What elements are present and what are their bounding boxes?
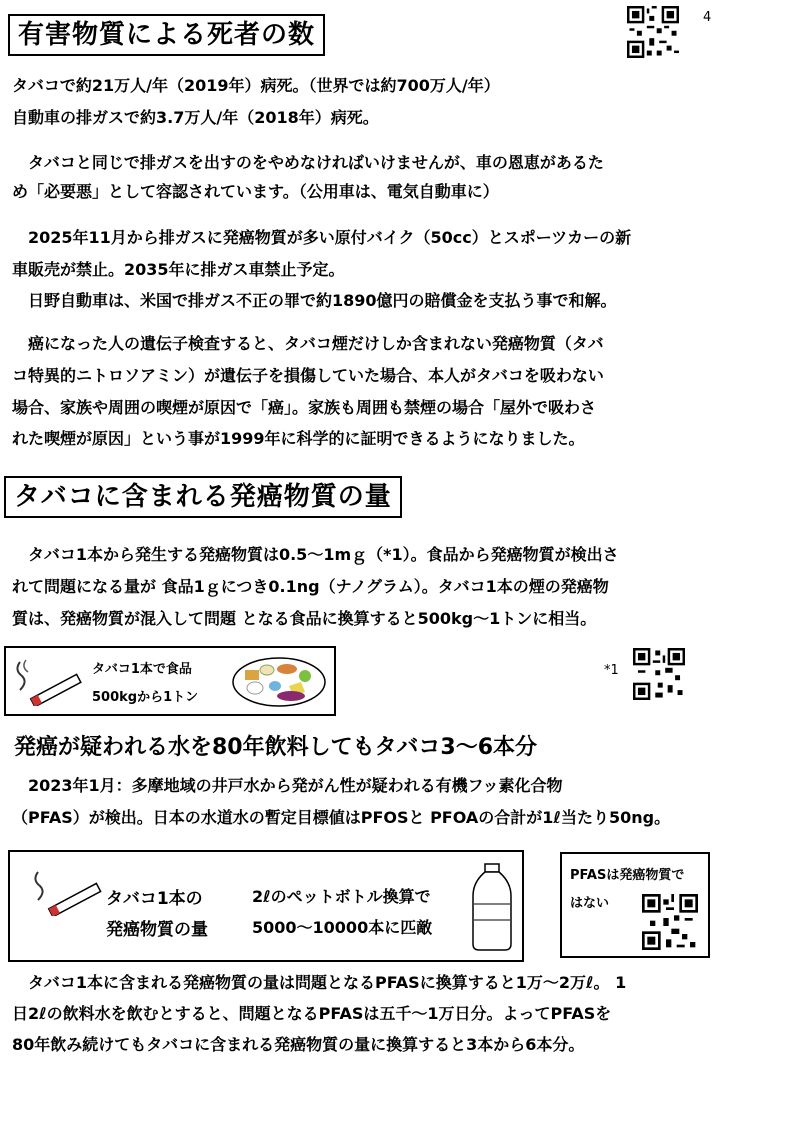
food-plate-icon: [231, 656, 327, 708]
water-bottle-icon: [470, 862, 514, 952]
cigarette-icon: [12, 658, 90, 706]
paragraph-line: タバコ1本から発生する発癌物質は0.5～1mｇ（*1）。食品から発癌物質が検出さ: [12, 545, 619, 564]
stat-tobacco: タバコで約21万人/年（2019年）病死。（世界では約700万人/年）: [12, 76, 500, 95]
box-line: PFASは発癌物質で: [570, 868, 685, 883]
paragraph-line: 日野自動車は、米国で排ガス不正の罪で約1890億円の賠償金を支払う事で和解。: [12, 291, 617, 310]
qr-code-icon: [633, 648, 685, 700]
section3-title: 発癌が疑われる水を80年飲料してもタバコ3～6本分: [14, 735, 538, 760]
tobacco-food-box: [4, 646, 336, 716]
paragraph-line: 場合、家族や周囲の喫煙が原因で「癌」。家族も周囲も禁煙の場合「屋外で吸わさ: [12, 398, 597, 417]
paragraph-line: 質は、発癌物質が混入して問題 となる食品に換算すると500kg～1トンに相当。: [12, 609, 597, 628]
paragraph-line: れた喫煙が原因」という事が1999年に科学的に証明できるようになりました。: [12, 429, 585, 448]
paragraph-line: 日2ℓの飲料水を飲むとすると、問題となるPFASは五千～1万日分。よってPFASを: [12, 1004, 612, 1023]
stat-exhaust: 自動車の排ガスで約3.7万人/年（2018年）病死。: [12, 108, 379, 127]
box-line: 発癌物質の量: [106, 920, 208, 940]
paragraph-line: （PFAS）が検出。日本の水道水の暫定目標値はPFOSと PFOAの合計が1ℓ当たり50ng。: [12, 808, 671, 827]
box-line: タバコ1本の: [106, 889, 203, 909]
box-line: 5000～10000本に匹敵: [252, 918, 433, 937]
box-line: 2ℓのペットボトル換算で: [252, 887, 431, 906]
paragraph-line: コ特異的ニトロソアミン）が遺伝子を損傷していた場合、本人がタバコを吸わない: [12, 366, 604, 385]
paragraph-line: 車販売が禁止。2035年に排ガス車禁止予定。: [12, 260, 345, 279]
page-number: 4: [703, 10, 712, 25]
box-line: タバコ1本で食品: [92, 662, 192, 677]
section2-title: タバコに含まれる発癌物質の量: [4, 476, 402, 518]
qr-code-icon: [627, 6, 679, 58]
footnote-mark: *1: [604, 663, 619, 678]
box-line: はない: [570, 896, 610, 911]
paragraph-line: 2023年1月：多摩地域の井戸水から発がん性が疑われる有機フッ素化合物: [12, 776, 563, 795]
paragraph-line: 癌になった人の遺伝子検査すると、タバコ煙だけしか含まれない発癌物質（タバ: [12, 334, 604, 353]
box-line: 500kgから1トン: [92, 690, 199, 705]
paragraph-line: 2025年11月から排ガスに発癌物質が多い原付バイク（50cc）とスポーツカーの新: [12, 228, 632, 247]
paragraph-line: タバコと同じで排ガスを出すのをやめなければいけませんが、車の恩恵があるた: [12, 153, 604, 172]
cigarette-icon: [28, 868, 108, 916]
pfas-comparison-box: [8, 850, 524, 962]
paragraph-line: タバコ1本に含まれる発癌物質の量は問題となるPFASに換算すると1万～2万ℓ。 1: [12, 973, 627, 992]
paragraph-line: 80年飲み続けてもタバコに含まれる発癌物質の量に換算すると3本から6本分。: [12, 1035, 585, 1054]
qr-code-icon: [642, 894, 698, 950]
paragraph-line: れて問題になる量が 食品1ｇにつき0.1ng（ナノグラム）。タバコ1本の煙の発癌物: [12, 577, 609, 596]
pfas-note-box: [560, 852, 710, 958]
paragraph-line: め「必要悪」として容認されています。（公用車は、電気自動車に）: [12, 182, 499, 201]
section1-title: 有害物質による死者の数: [8, 14, 325, 56]
